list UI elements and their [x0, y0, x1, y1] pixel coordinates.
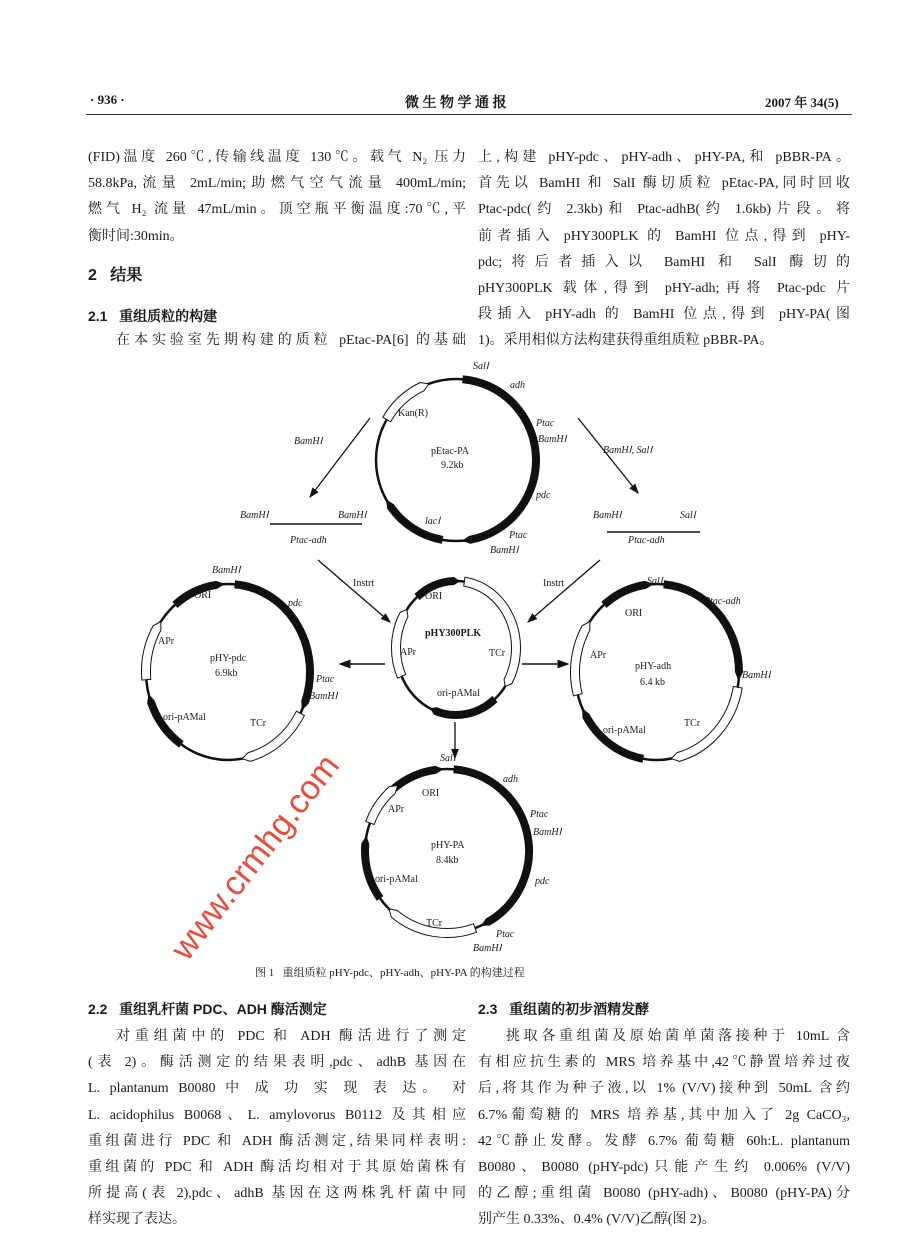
ori-segment: [602, 581, 653, 607]
apr-segment: [142, 622, 161, 681]
site-label: BamHⅠ: [240, 510, 269, 521]
insert-label: Instrt: [543, 578, 565, 589]
body-line: 58.8kPa,流量 2mL/min;助燃气空气流量 400mL/min;: [88, 176, 466, 191]
body-line: B0080、B0080 (pHY-pdc)只能产生约 0.006% (V/V): [478, 1160, 850, 1175]
body-line: 段插入 pHY-adh 的 BamHI 位点,得到 pHY-PA(图: [478, 307, 850, 322]
journal-title: 微 生 物 学 通 报: [405, 96, 507, 111]
body-line: L. acidophilus B0068、L. amylovorus B0112 及其相应: [88, 1108, 466, 1123]
site-label: BamHⅠ: [533, 827, 562, 838]
body-line: 前者插入 pHY300PLK 的 BamHI 位点,得到 pHY-: [478, 229, 850, 244]
gene-label: ORI: [194, 590, 212, 601]
gene-label: ori-pAMal: [163, 712, 206, 723]
plasmid-name: pHY-PA: [431, 840, 465, 851]
figure-caption: 图 1 重组质粒 pHY-pdc、pHY-adh、pHY-PA 的构建过程: [255, 967, 525, 979]
subsection-heading: 2.3 重组菌的初步酒精发酵: [478, 1001, 650, 1017]
promoter-label: Ptac: [316, 674, 335, 685]
plasmid-name: pHY300PLK: [425, 628, 482, 639]
gene-label: APr: [388, 804, 405, 815]
arrow-bamhi-left: [310, 418, 370, 497]
body-line: 后,将其作为种子液,以 1% (V/V)接种到 50mL 含约: [478, 1081, 850, 1096]
gene-label: APr: [590, 650, 607, 661]
site-label: BamHⅠ: [538, 434, 567, 445]
plasmid-size: 6.4 kb: [640, 677, 665, 688]
body-line: 对重组菌中的 PDC 和 ADH 酶活进行了测定: [116, 1029, 466, 1044]
arrow-insert-right: [528, 560, 600, 622]
site-label: BamHⅠ: [473, 943, 502, 954]
site-label: SalⅠ: [680, 510, 696, 521]
gene-label: TCr: [684, 718, 701, 729]
gene-label: TCr: [489, 648, 506, 659]
gene-label: APr: [400, 647, 417, 658]
fragment-label: Ptac-adh: [290, 535, 327, 546]
body-line: L. plantanum B0080 中 成 功 实 现 表 达。 对: [88, 1081, 466, 1096]
site-label: SalⅠ: [647, 576, 663, 587]
gene-label: ORI: [625, 608, 643, 619]
body-line: 挑取各重组菌及原始菌单菌落接种于 10mL 含: [506, 1029, 850, 1044]
gene-label: pdc: [288, 598, 303, 609]
site-label: SalⅠ: [440, 753, 456, 764]
subsection-heading: 2.1 重组质粒的构建: [88, 308, 218, 324]
site-label: BamHⅠ: [338, 510, 367, 521]
body-line: 上,构建 pHY-pdc、pHY-adh、pHY-PA,和 pBBR-PA。: [478, 150, 850, 165]
body-line: pdc;将后者插入以 BamHI 和 SalI 酶切的: [478, 255, 850, 270]
plasmid-size: 6.9kb: [215, 668, 238, 679]
tcr-segment: [671, 686, 742, 761]
gene-label: pdc: [536, 490, 551, 501]
gene-label: Kan(R): [398, 408, 428, 419]
gene-label: ORI: [422, 788, 440, 799]
ori-pamal-segment: [361, 837, 382, 900]
gene-label: TCr: [426, 918, 443, 929]
gene-label: adh: [503, 774, 518, 785]
site-label: BamHⅠ: [490, 545, 519, 556]
body-line: 重组菌的 PDC 和 ADH 酶活均相对于其原始菌株有: [88, 1160, 466, 1175]
body-line: 有相应抗生素的 MRS 培养基中,42℃静置培养过夜: [478, 1055, 850, 1070]
promoter-label: Ptac: [509, 530, 528, 541]
plasmid-size: 9.2kb: [441, 460, 464, 471]
gene-label: ori-pAMal: [375, 874, 418, 885]
promoter-label: Ptac: [536, 418, 555, 429]
gene-label: Ptac-adh: [704, 596, 741, 607]
body-line: 6.7%葡萄糖的 MRS 培养基,其中加入了 2g CaCO₃,: [478, 1108, 850, 1123]
body-line: 样实现了表达。: [88, 1212, 186, 1227]
page-number: · 936 ·: [90, 92, 125, 107]
section-heading: 2 结果: [88, 267, 143, 284]
gene-label: lacⅠ: [425, 516, 441, 527]
body-line: 42℃静止发酵。发酵 6.7% 葡萄糖 60h:L. plantanum: [478, 1134, 850, 1149]
body-line: Ptac-pdc(约 2.3kb)和 Ptac-adhB(约 1.6kb)片段。将: [478, 202, 850, 217]
ori-pamal-segment: [431, 697, 497, 719]
adh-pdc-segment: [463, 376, 540, 543]
gene-label: ORI: [425, 591, 443, 602]
gene-label: TCr: [250, 718, 267, 729]
body-line: 重组菌进行 PDC 和 ADH 酶活测定,结果同样表明:: [88, 1134, 466, 1149]
apr-segment: [392, 610, 408, 679]
plasmid-name: pEtac-PA: [431, 446, 469, 457]
gene-label: adh: [510, 380, 525, 391]
apr-segment: [571, 622, 590, 696]
body-line: 燃气 H₂ 流量 47mL/min。顶空瓶平衡温度:70℃,平: [88, 202, 466, 217]
enzyme-label: BamHⅠ, SalⅠ: [603, 445, 653, 456]
site-label: BamHⅠ: [742, 670, 771, 681]
gene-label: ori-pAMal: [437, 688, 480, 699]
issue-info: 2007 年 34(5): [765, 95, 839, 110]
gene-label: ori-pAMal: [603, 725, 646, 736]
plasmid-name: pHY-pdc: [210, 653, 247, 664]
plasmid-size: 8.4kb: [436, 855, 459, 866]
site-label: BamHⅠ: [593, 510, 622, 521]
arrow-insert-left: [318, 560, 390, 622]
body-line: 首先以 BamHI 和 SalI 酶切质粒 pEtac-PA,同时回收: [478, 176, 850, 191]
gene-label: pdc: [535, 876, 550, 887]
site-label: SalⅠ: [473, 361, 489, 372]
body-line: 在本实验室先期构建的质粒 pEtac-PA[6] 的基础: [116, 333, 466, 348]
body-line: 别产生 0.33%、0.4% (V/V)乙醇(图 2)。: [478, 1212, 716, 1227]
site-label: BamHⅠ: [309, 691, 338, 702]
promoter-label: Ptac: [530, 809, 549, 820]
plasmid-name: pHY-adh: [635, 661, 672, 672]
body-line: 所提高(表 2),pdc、adhB 基因在这两株乳杆菌中同: [88, 1186, 466, 1201]
fragment-label: Ptac-adh: [628, 535, 665, 546]
body-line: (FID)温度 260℃,传输线温度 130℃。载气 N₂ 压力: [88, 150, 466, 165]
insert-label: Instrt: [353, 578, 375, 589]
enzyme-label: BamHⅠ: [294, 436, 323, 447]
body-line: pHY300PLK 载体,得到 pHY-adh;再将 Ptac-pdc 片: [478, 281, 850, 296]
body-line: 1)。采用相似方法构建获得重组质粒 pBBR-PA。: [478, 333, 774, 348]
subsection-heading: 2.2 重组乳杆菌 PDC、ADH 酶活测定: [88, 1001, 327, 1017]
gene-label: APr: [158, 636, 175, 647]
body-line: 的乙醇;重组菌 B0080 (pHY-adh)、B0080 (pHY-PA)分: [478, 1186, 850, 1201]
body-line: 衡时间:30min。: [88, 229, 184, 244]
body-line: (表 2)。酶活测定的结果表明,pdc、adhB 基因在: [88, 1055, 466, 1070]
watermark: www.crmhg.com: [163, 747, 347, 968]
adh-pdc-segment: [454, 766, 533, 925]
site-label: BamHⅠ: [212, 565, 241, 576]
promoter-label: Ptac: [496, 929, 515, 940]
